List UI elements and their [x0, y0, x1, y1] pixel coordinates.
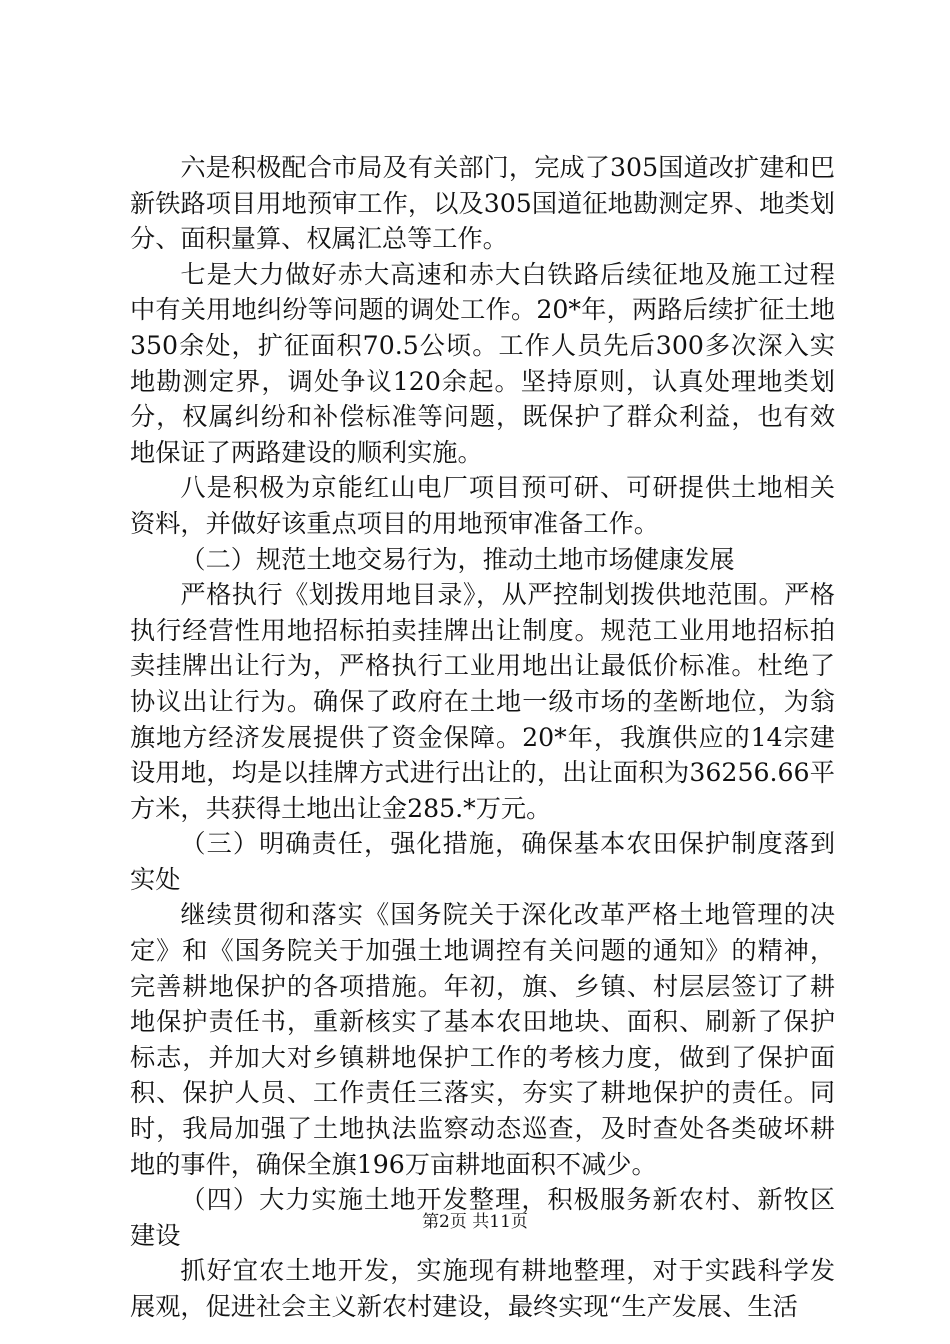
paragraph-land-development: 抓好宜农土地开发，实施现有耕地整理，对于实践科学发展观，促进社会主义新农村建设，最终实现“生产发展、生活 [130, 1256, 835, 1321]
section-heading-4: （四）大力实施土地开发整理，积极服务新农村、新牧区建设 [130, 1185, 835, 1250]
page-number-footer: 第2页 共11页 [422, 1212, 528, 1232]
section-heading-2: （二）规范土地交易行为，推动土地市场健康发展 [180, 544, 735, 574]
section-heading-3: （三）明确责任，强化措施，确保基本农田保护制度落到实处 [130, 829, 835, 894]
paragraph-land-market: 严格执行《划拨用地目录》，从严控制划拨供地范围。严格执行经营性用地招标拍卖挂牌出让制度。规范工业用地招标拍卖挂牌出让行为，严格执行工业用地出让最低价标准。杜绝了协议出让行为。确保了政府在土地一级市场的垄断地位，为翁旗地方经济发展提供了资金保障。20*年，我旗供应的14宗建设用地，均是以挂牌方式进行出让的，出让面积为36256.66平方米，共获得土地出让金285.*万元。 [130, 580, 835, 823]
paragraph-farmland-protection: 继续贯彻和落实《国务院关于深化改革严格土地管理的决定》和《国务院关于加强土地调控有关问题的通知》的精神，完善耕地保护的各项措施。年初，旗、乡镇、村层层签订了耕地保护责任书，重新核实了基本农田地块、面积、刷新了保护标志，并加大对乡镇耕地保护工作的考核力度，做到了保护面积、保护人员、工作责任三落实，夯实了耕地保护的责任。同时，我局加强了土地执法监察动态巡查，及时查处各类破坏耕地的事件，确保全旗196万亩耕地面积不减少。 [130, 900, 835, 1179]
paragraph-item-6: 六是积极配合市局及有关部门，完成了305国道改扩建和巴新铁路项目用地预审工作，以及305国道征地勘测定界、地类划分、面积量算、权属汇总等工作。 [130, 153, 835, 254]
paragraph-item-8: 八是积极为京能红山电厂项目预可研、可研提供土地相关资料，并做好该重点项目的用地预审准备工作。 [130, 473, 835, 538]
paragraph-item-7: 七是大力做好赤大高速和赤大白铁路后续征地及施工过程中有关用地纠纷等问题的调处工作。20*年，两路后续扩征土地350余处，扩征面积70.5公顷。工作人员先后300多次深入实地勘测定界，调处争议120余起。坚持原则，认真处理地类划分，权属纠纷和补偿标准等问题，既保护了群众利益，也有效地保证了两路建设的顺利实施。 [130, 259, 835, 467]
document-body [130, 150, 835, 1325]
